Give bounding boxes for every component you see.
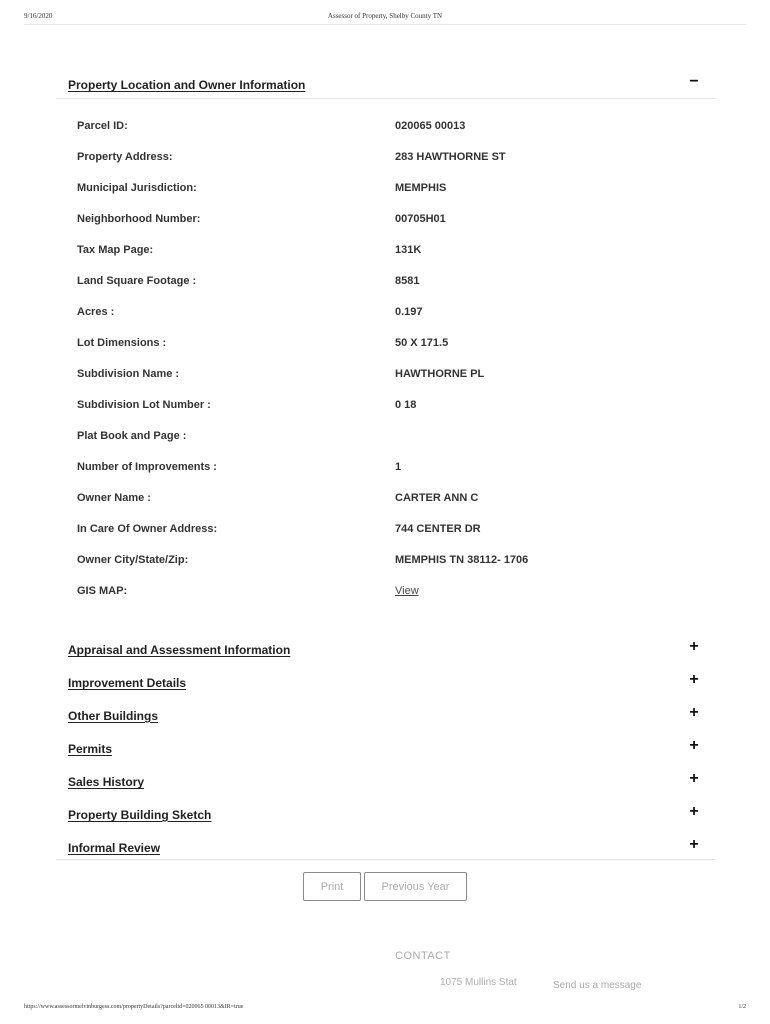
info-value: 50 X 171.5 (395, 337, 449, 349)
send-message-link[interactable]: Send us a message (553, 980, 642, 991)
info-value: 131K (395, 244, 422, 256)
info-row-care-of-owner-address (77, 513, 697, 544)
expand-plus-icon[interactable]: + (689, 836, 699, 853)
info-label: Neighborhood Number: (77, 213, 201, 225)
print-footer (24, 1004, 746, 1014)
info-row-tax-map-page (77, 234, 697, 265)
info-label: Municipal Jurisdiction: (77, 182, 197, 194)
expand-plus-icon[interactable]: + (689, 704, 699, 721)
print-date: 9/16/2020 (24, 12, 53, 20)
contact-address: 1075 Mullins Stat (440, 977, 517, 988)
expand-plus-icon[interactable]: + (689, 803, 699, 820)
info-row-owner-city-state-zip (77, 544, 697, 575)
info-label: In Care Of Owner Address: (77, 523, 218, 535)
expand-plus-icon[interactable]: + (689, 737, 699, 754)
info-row-neighborhood-number (77, 203, 697, 234)
info-row-lot-dimensions (77, 327, 697, 358)
info-label: Owner Name : (77, 492, 151, 504)
contact-heading: CONTACT (395, 950, 451, 962)
info-label: Owner City/State/Zip: (77, 554, 189, 566)
info-row-municipal-jurisdiction (77, 172, 697, 203)
section-title-appraisal[interactable]: Appraisal and Assessment Information (68, 643, 291, 657)
expand-plus-icon[interactable]: + (689, 770, 699, 787)
print-button[interactable]: Print (303, 872, 361, 901)
print-url: https://www.assessormelvinburgess.com/propertyDetails?parcelid=020065 00013&IR=true (24, 1004, 244, 1010)
section-divider (56, 98, 715, 99)
section-title-location-owner[interactable]: Property Location and Owner Information (68, 78, 306, 92)
info-value: 00705H01 (395, 213, 446, 225)
info-value: 8581 (395, 275, 420, 287)
info-row-gis-map (77, 575, 697, 606)
section-header-permits[interactable] (56, 734, 715, 766)
print-header-divider (24, 24, 746, 25)
section-header-appraisal[interactable] (56, 635, 715, 667)
info-value: 020065 00013 (395, 120, 466, 132)
info-label: Property Address: (77, 151, 173, 163)
info-value: 1 (395, 461, 402, 473)
info-label: Subdivision Name : (77, 368, 180, 380)
section-header-other-buildings[interactable] (56, 701, 715, 733)
gis-map-view-link[interactable]: View (395, 585, 419, 597)
info-row-owner-name (77, 482, 697, 513)
section-title-building-sketch[interactable]: Property Building Sketch (68, 808, 212, 822)
info-label: Plat Book and Page : (77, 430, 187, 442)
expand-plus-icon[interactable]: + (689, 671, 699, 688)
expand-plus-icon[interactable]: + (689, 638, 699, 655)
info-label: Lot Dimensions : (77, 337, 167, 349)
info-value: 744 CENTER DR (395, 523, 481, 535)
section-title-improvement-details[interactable]: Improvement Details (68, 676, 187, 690)
info-row-acres (77, 296, 697, 327)
info-label: Tax Map Page: (77, 244, 154, 256)
info-value: HAWTHORNE PL (395, 368, 485, 380)
info-label: Land Square Footage : (77, 275, 197, 287)
info-value: CARTER ANN C (395, 492, 479, 504)
section-header-informal-review[interactable] (56, 833, 715, 865)
info-label: Subdivision Lot Number : (77, 399, 211, 411)
property-info-table (77, 110, 697, 606)
print-page-title: Assessor of Property, Shelby County TN (327, 12, 443, 20)
info-label: Acres : (77, 306, 115, 318)
info-value: 283 HAWTHORNE ST (395, 151, 506, 163)
info-label: Number of Improvements : (77, 461, 217, 473)
info-value: MEMPHIS TN 38112- 1706 (395, 554, 529, 566)
section-title-sales-history[interactable]: Sales History (68, 775, 145, 789)
info-row-subdivision-name (77, 358, 697, 389)
info-row-subdivision-lot-number (77, 389, 697, 420)
info-row-land-square-footage (77, 265, 697, 296)
section-header-sales-history[interactable] (56, 767, 715, 799)
previous-year-button[interactable]: Previous Year (364, 872, 467, 901)
section-header-building-sketch[interactable] (56, 800, 715, 832)
info-row-number-of-improvements (77, 451, 697, 482)
sections-bottom-divider (56, 859, 715, 860)
info-value: 0 18 (395, 399, 417, 411)
info-row-parcel-id (77, 110, 697, 141)
info-label: Parcel ID: (77, 120, 128, 132)
section-title-other-buildings[interactable]: Other Buildings (68, 709, 158, 723)
print-page-number: 1/2 (738, 1004, 746, 1010)
info-row-plat-book-page (77, 420, 697, 451)
section-header-improvement-details[interactable] (56, 668, 715, 700)
info-value: 0.197 (395, 306, 423, 318)
info-label: GIS MAP: (77, 585, 128, 597)
info-row-property-address (77, 141, 697, 172)
section-title-permits[interactable]: Permits (68, 742, 113, 756)
section-title-informal-review[interactable]: Informal Review (68, 841, 161, 855)
info-value: MEMPHIS (395, 182, 447, 194)
print-header (24, 12, 746, 24)
collapse-minus-icon[interactable]: − (689, 73, 699, 90)
